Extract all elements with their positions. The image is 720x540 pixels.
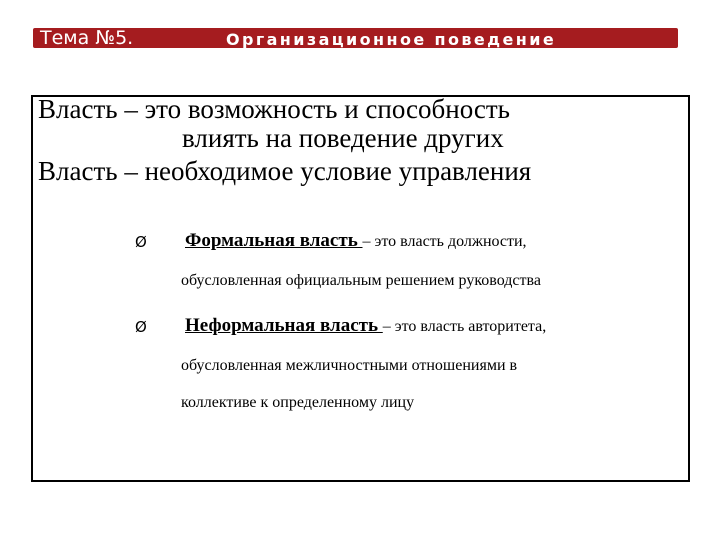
item-2-text: – это власть авторитета, — [382, 318, 547, 335]
item-2-continuation-1: обусловленная межличностными отношениями в — [181, 357, 518, 374]
item-2-continuation-2: коллективе к определенному лицу — [181, 394, 415, 411]
arrow-bullet-icon: Ø — [135, 318, 147, 336]
item-1-heading — [185, 230, 527, 253]
item-2-heading — [185, 315, 546, 338]
item-1-text: – это власть должности, — [362, 233, 527, 250]
formal-power-term: Формальная власть — [185, 230, 363, 251]
topic-label: Тема №5. — [40, 27, 134, 49]
definition-2: Власть – необходимое условие управления — [38, 156, 532, 186]
definition-1-line-2: влиять на поведение других — [182, 123, 504, 153]
page-title: Организационное поведение — [226, 30, 557, 49]
arrow-bullet-icon: Ø — [135, 233, 147, 251]
item-1-continuation: обусловленная официальным решением руководства — [181, 272, 541, 289]
informal-power-term: Неформальная власть — [185, 315, 383, 336]
definition-1-line-1: Власть – это возможность и способность — [38, 94, 510, 124]
